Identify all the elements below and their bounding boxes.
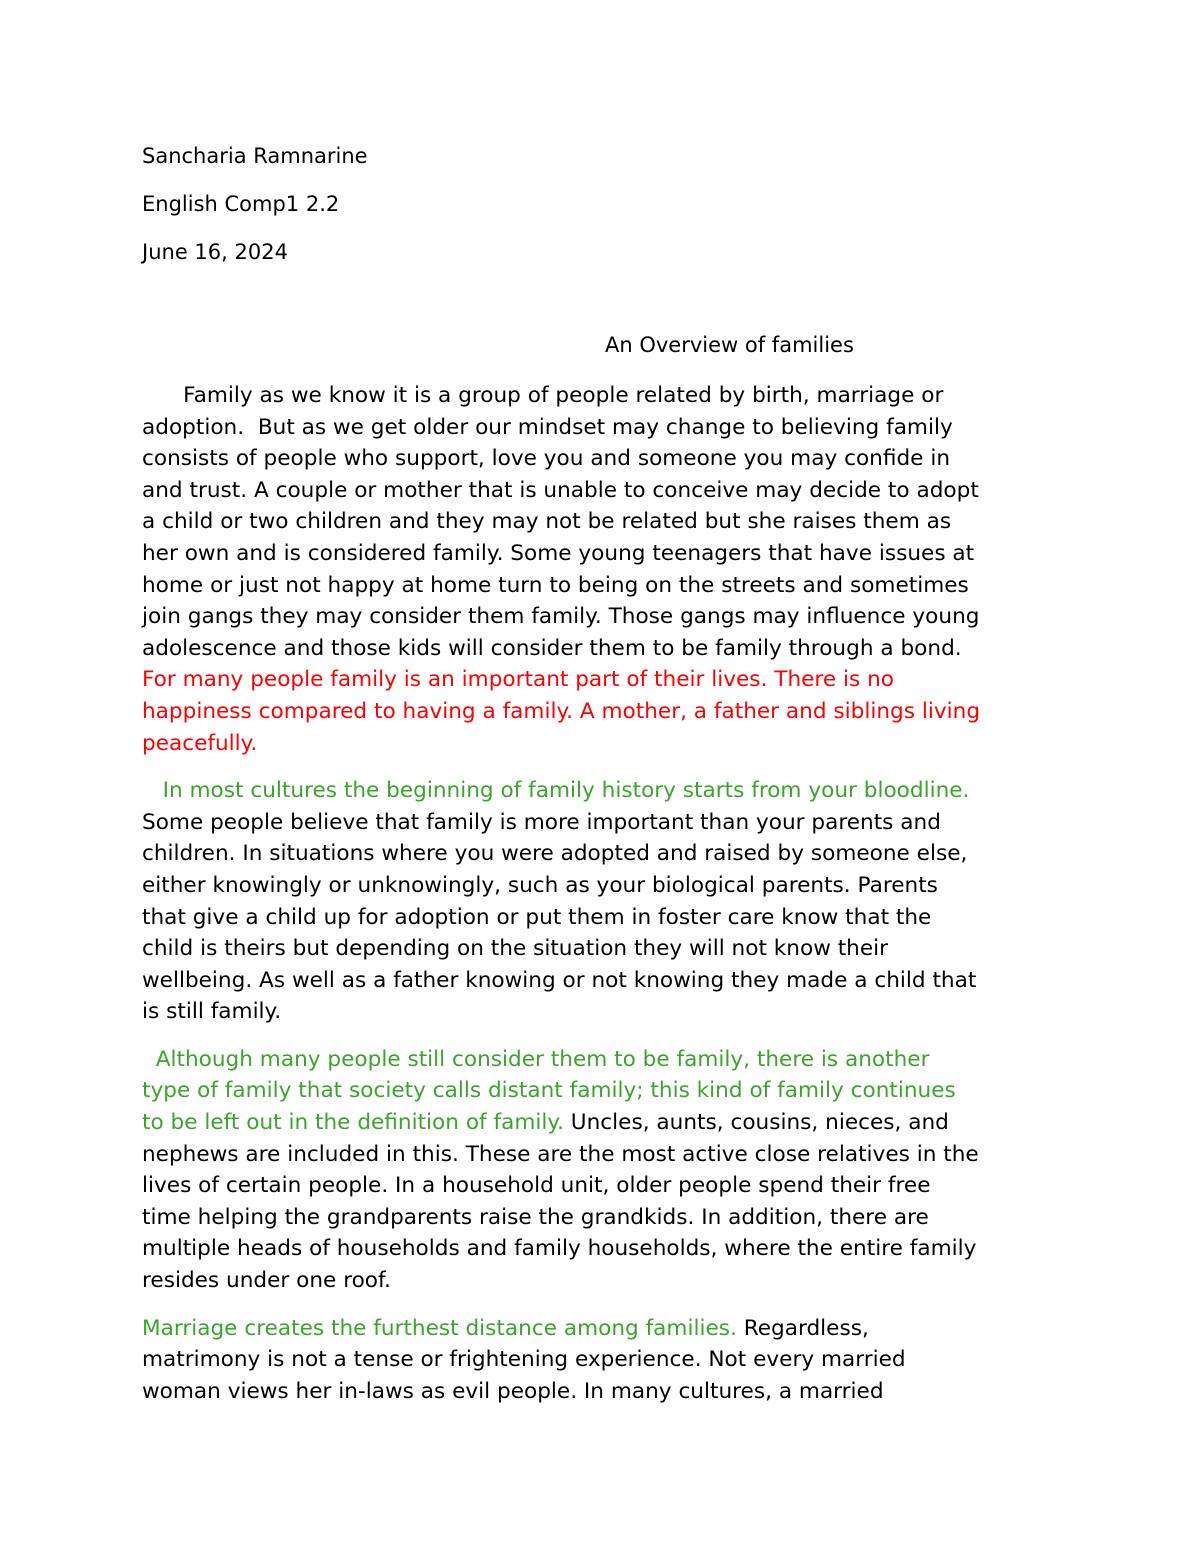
text-segment: resides under one roof. bbox=[142, 1268, 391, 1294]
text-segment: consists of people who support, love you and someone you may confide in bbox=[142, 446, 951, 472]
paragraph-line bbox=[142, 664, 1062, 696]
text-segment: home or just not happy at home turn to being on the streets and sometimes bbox=[142, 572, 969, 598]
paragraph-line bbox=[142, 570, 1062, 602]
paragraph-line bbox=[142, 1075, 1062, 1107]
text-segment: peacefully. bbox=[142, 730, 258, 756]
essay-paragraph bbox=[142, 1044, 1062, 1297]
text-segment: woman views her in-laws as evil people. In many cultures, a married bbox=[142, 1378, 884, 1404]
text-segment: For many people family is an important part of their lives. There is no bbox=[142, 667, 894, 693]
text-segment: Uncles, aunts, cousins, nieces, and bbox=[563, 1110, 949, 1136]
text-segment: adoption. But as we get older our mindset may change to believing family bbox=[142, 414, 953, 440]
text-segment: and trust. A couple or mother that is unable to conceive may decide to adopt bbox=[142, 477, 979, 503]
paragraph-line bbox=[142, 412, 1062, 444]
text-segment: that give a child up for adoption or put them in foster care know that the bbox=[142, 904, 932, 930]
paragraph-line bbox=[142, 933, 1062, 965]
paragraph-line bbox=[142, 870, 1062, 902]
paragraph-line bbox=[142, 696, 1062, 728]
document-date: June 16, 2024 bbox=[142, 240, 288, 264]
text-segment: In most cultures the beginning of family history starts from your bloodline. bbox=[142, 778, 970, 804]
paragraph-line bbox=[142, 1233, 1062, 1265]
paragraph-line bbox=[142, 1107, 1062, 1139]
paragraph-line bbox=[142, 538, 1062, 570]
paragraph-line bbox=[142, 1313, 1062, 1345]
essay-body bbox=[142, 380, 1062, 1423]
paragraph-line bbox=[142, 1044, 1062, 1076]
paragraph-line bbox=[142, 1265, 1062, 1297]
text-segment: time helping the grandparents raise the grandkids. In addition, there are bbox=[142, 1204, 929, 1230]
paragraph-line bbox=[142, 728, 1062, 760]
document-title: An Overview of families bbox=[605, 333, 854, 357]
text-segment: happiness compared to having a family. A mother, a father and siblings living bbox=[142, 698, 981, 724]
paragraph-line bbox=[142, 601, 1062, 633]
author-name: Sancharia Ramnarine bbox=[142, 144, 368, 168]
paragraph-line bbox=[142, 965, 1062, 997]
text-segment: wellbeing. As well as a father knowing or not knowing they made a child that bbox=[142, 967, 977, 993]
text-segment: to be left out in the definition of family. bbox=[142, 1110, 564, 1136]
paragraph-line bbox=[142, 506, 1062, 538]
text-segment: Although many people still consider them to be family, there is another bbox=[142, 1046, 930, 1072]
text-segment: Family as we know it is a group of people related by birth, marriage or bbox=[142, 383, 944, 408]
text-segment: Some people believe that family is more important than your parents and bbox=[142, 809, 941, 835]
text-segment: lives of certain people. In a household unit, older people spend their free bbox=[142, 1173, 931, 1199]
text-segment: either knowingly or unknowingly, such as your biological parents. Parents bbox=[142, 872, 938, 898]
text-segment: children. In situations where you were adopted and raised by someone else, bbox=[142, 841, 968, 867]
text-segment: nephews are included in this. These are the most active close relatives in the bbox=[142, 1141, 979, 1167]
text-segment: Marriage creates the furthest distance among families. bbox=[142, 1315, 737, 1341]
essay-paragraph bbox=[142, 380, 1062, 759]
text-segment: type of family that society calls distant family; this kind of family continues bbox=[142, 1078, 956, 1104]
course-name: English Comp1 2.2 bbox=[142, 192, 340, 216]
paragraph-line bbox=[142, 443, 1062, 475]
paragraph-line bbox=[142, 1376, 1062, 1408]
paragraph-line bbox=[142, 775, 1062, 807]
text-segment: multiple heads of households and family households, where the entire family bbox=[142, 1236, 977, 1262]
text-segment: her own and is considered family. Some young teenagers that have issues at bbox=[142, 540, 975, 566]
text-segment: join gangs they may consider them family. Those gangs may influence young bbox=[142, 604, 980, 630]
text-segment: child is theirs but depending on the situation they will not know their bbox=[142, 936, 889, 962]
paragraph-line bbox=[142, 475, 1062, 507]
text-segment: matrimony is not a tense or frightening experience. Not every married bbox=[142, 1347, 906, 1373]
essay-paragraph bbox=[142, 1313, 1062, 1408]
paragraph-line bbox=[142, 902, 1062, 934]
paragraph-line bbox=[142, 1170, 1062, 1202]
paragraph-line bbox=[142, 1139, 1062, 1171]
paragraph-line bbox=[142, 838, 1062, 870]
paragraph-line bbox=[142, 1344, 1062, 1376]
essay-paragraph bbox=[142, 775, 1062, 1028]
text-segment: is still family. bbox=[142, 999, 282, 1025]
paragraph-line bbox=[142, 996, 1062, 1028]
text-segment: adolescence and those kids will consider them to be family through a bond. bbox=[142, 635, 962, 661]
text-segment: a child or two children and they may not be related but she raises them as bbox=[142, 509, 952, 535]
text-segment: Regardless, bbox=[736, 1315, 869, 1341]
paragraph-line bbox=[142, 633, 1062, 665]
paragraph-line bbox=[142, 380, 1062, 412]
paragraph-line bbox=[142, 1202, 1062, 1234]
paragraph-line bbox=[142, 807, 1062, 839]
